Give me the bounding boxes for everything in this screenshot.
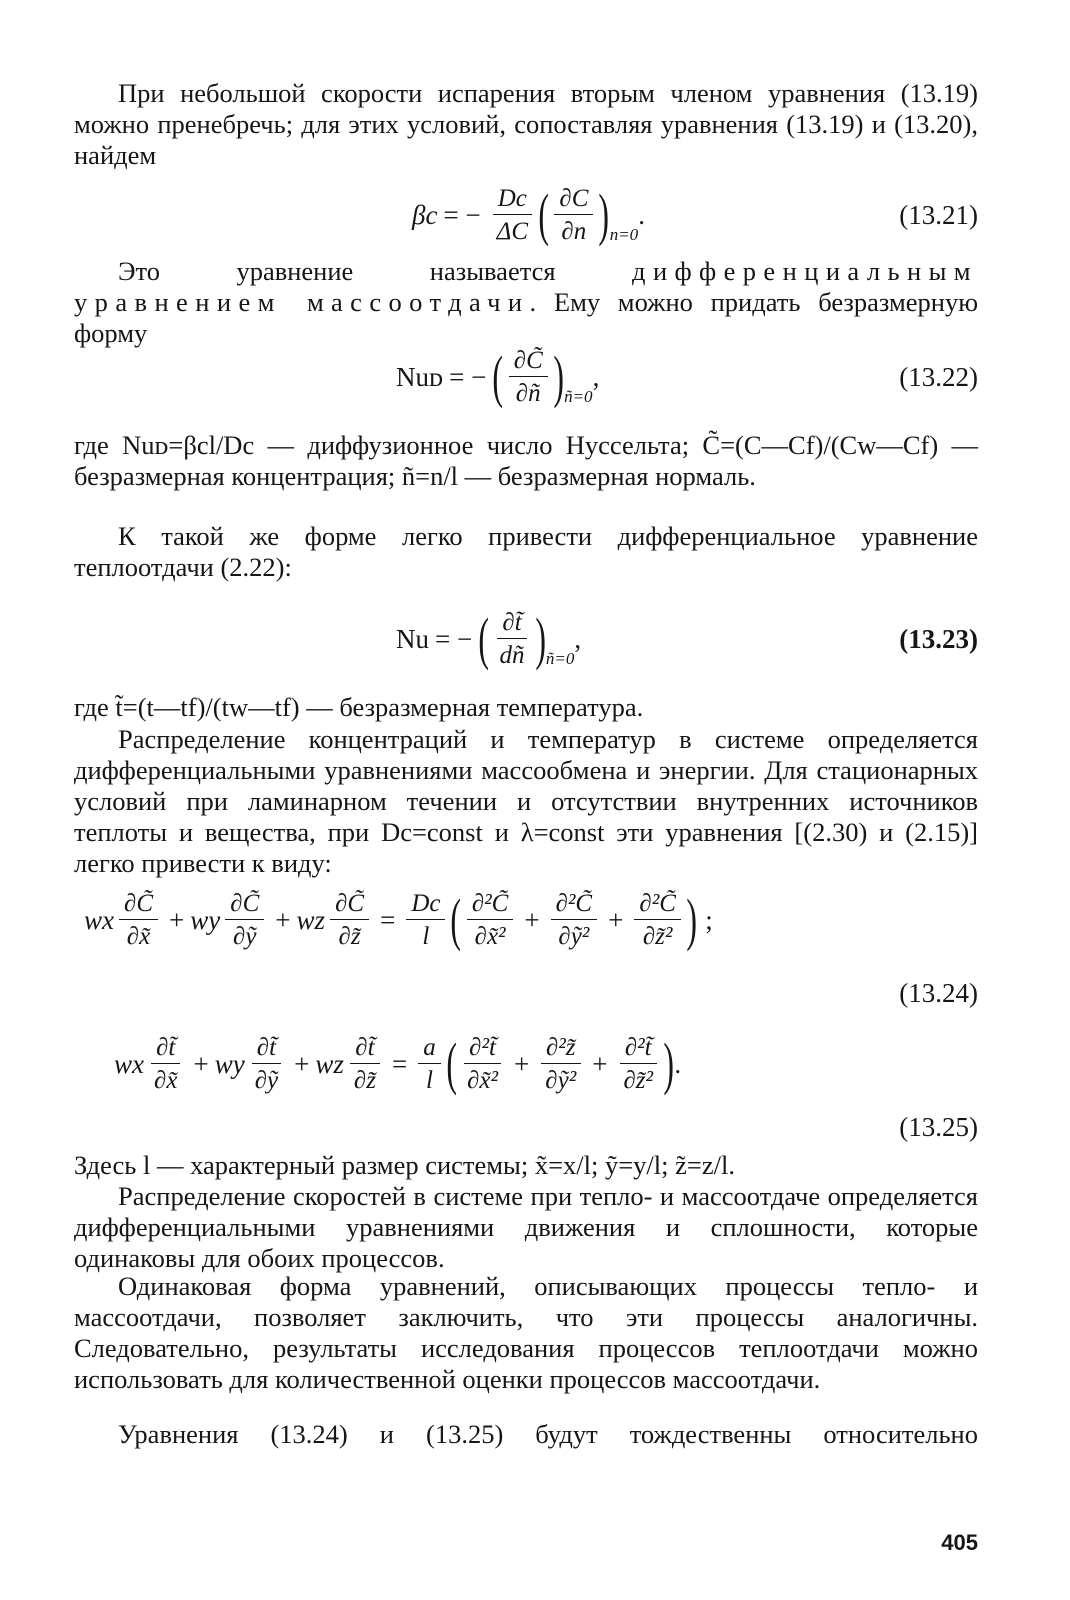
paragraph-text: Распределение концентраций и температур в системе определяется дифференциальными уравнениями массообмена и энергии. Для стационарных условий при ламинарном течении и отсутствии внутренних источников теплоты и вещества, при Dc=const и λ=const эти уравнения [(2.30) и (2.15)] легко привести к виду: bbox=[74, 724, 978, 878]
denominator: dñ bbox=[499, 642, 525, 669]
paragraph-text: Распределение скоростей в системе при тепло- и массоотдаче определяется дифференциальными уравнениями движения и сплошности, которые одинаковы для обоих процессов. bbox=[74, 1181, 978, 1273]
numerator: ∂t̃ bbox=[350, 1035, 379, 1064]
paragraph-text: При небольшой скорости испарения вторым членом уравнения (13.19) можно пренебречь; для этих условий, сопоставляя уравнения (13.19) и (13.20), найдем bbox=[74, 78, 978, 170]
numerator: ∂t̃ bbox=[252, 1035, 281, 1064]
fraction bbox=[349, 1035, 381, 1093]
equation-13-24 bbox=[84, 885, 978, 955]
numerator: a bbox=[418, 1035, 441, 1064]
numerator: ∂t̃ bbox=[497, 610, 526, 639]
paragraph-text: К такой же форме легко привести дифференциальное уравнение теплоотдачи (2.22): bbox=[74, 521, 978, 582]
paragraph-2 bbox=[74, 256, 978, 349]
equation-number: (13.23) bbox=[899, 623, 978, 654]
eq-sign: = − bbox=[449, 361, 487, 392]
eq-tail: , bbox=[574, 623, 582, 654]
numerator: ∂²C̃ bbox=[634, 891, 681, 920]
fraction bbox=[540, 1035, 581, 1093]
plus-sign: + bbox=[592, 1048, 608, 1079]
paragraph-text: Уравнения (13.24) и (13.25) будут тождественны относительно bbox=[118, 1419, 978, 1449]
denominator: ∂z̃² bbox=[642, 923, 673, 950]
fraction bbox=[554, 186, 593, 244]
denominator: ∂x̃² bbox=[467, 1067, 499, 1094]
equation-13-23 bbox=[74, 604, 978, 674]
fraction bbox=[418, 1035, 441, 1093]
plus-sign: + bbox=[294, 1048, 310, 1079]
denominator: ∂z̃ bbox=[353, 1067, 376, 1094]
equation-13-25 bbox=[114, 1029, 978, 1099]
equation-number-13-24: (13.24) bbox=[899, 978, 978, 1008]
paragraph-4 bbox=[74, 521, 978, 583]
velocity-x: wx bbox=[114, 1048, 144, 1079]
denominator: ∂ñ bbox=[515, 380, 541, 407]
denominator: ∂x̃ bbox=[126, 923, 151, 950]
fraction bbox=[618, 1035, 658, 1093]
paragraph-9 bbox=[74, 1271, 978, 1395]
numerator: ∂C̃ bbox=[119, 891, 158, 920]
bracket-open: ( bbox=[538, 182, 549, 247]
paragraph-10 bbox=[74, 1419, 978, 1450]
bracket-close: ) bbox=[553, 344, 564, 409]
bracket-open: ( bbox=[446, 1031, 457, 1096]
plus-sign: + bbox=[514, 1048, 530, 1079]
numerator: ∂t̃ bbox=[151, 1035, 180, 1064]
numerator: ∂²t̃ bbox=[620, 1035, 657, 1064]
paragraph-7 bbox=[74, 1150, 978, 1181]
eq-subscript: ñ=0 bbox=[564, 386, 593, 406]
page-number: 405 bbox=[941, 1530, 978, 1555]
formula bbox=[396, 604, 581, 674]
velocity-x: wx bbox=[84, 904, 114, 935]
fraction bbox=[634, 891, 681, 949]
paragraph-text: где t̃=(t—tf)/(tw—tf) — безразмерная температура. bbox=[74, 692, 644, 722]
numerator: ∂²t̃ bbox=[464, 1035, 501, 1064]
fraction bbox=[330, 891, 369, 949]
fraction bbox=[495, 610, 530, 668]
formula bbox=[84, 885, 713, 955]
eq-lhs: Nu bbox=[396, 623, 429, 654]
eq-lhs: Nuᴅ bbox=[396, 361, 444, 392]
eq-tail: . bbox=[674, 1048, 682, 1079]
denominator: ∂ỹ² bbox=[558, 923, 590, 950]
text-run: Это уравнение называется bbox=[118, 256, 633, 286]
bracket-close: ) bbox=[534, 606, 546, 671]
fraction bbox=[462, 1035, 503, 1093]
equation-number: (13.21) bbox=[899, 199, 978, 230]
denominator: ∂x̃² bbox=[474, 923, 506, 950]
numerator: Dc bbox=[493, 186, 532, 215]
text-run: . Ему можно придать безразмерную форму bbox=[74, 287, 978, 348]
paragraph-text bbox=[74, 256, 978, 349]
velocity-z: wz bbox=[296, 904, 326, 935]
denominator: ΔC bbox=[496, 218, 529, 245]
fraction bbox=[509, 348, 548, 406]
bracket-open: ( bbox=[478, 606, 490, 671]
plus-sign: + bbox=[169, 904, 185, 935]
paragraph-text: Здесь l — характерный размер системы; x̃=x/l; ỹ=y/l; z̃=z/l. bbox=[74, 1150, 735, 1180]
bracket-close: ) bbox=[663, 1031, 674, 1096]
paragraph-8 bbox=[74, 1181, 978, 1274]
eq-sign: = − bbox=[443, 199, 481, 230]
bracket-close: ) bbox=[686, 887, 697, 952]
fraction bbox=[467, 891, 514, 949]
fraction bbox=[225, 891, 264, 949]
spaced-term: дифференциальным уравнением массоотдачи bbox=[74, 256, 978, 317]
denominator: ∂n bbox=[561, 218, 587, 245]
bracket-close: ) bbox=[598, 182, 610, 247]
numerator: ∂C bbox=[554, 186, 593, 215]
numerator: ∂²C̃ bbox=[467, 891, 514, 920]
paragraph-text: где Nuᴅ=βcl/Dc — диффузионное число Нуссельта; C̃=(C—Cf)/(Cw—Cf) — безразмерная концентрация; ñ=n/l — безразмерная нормаль. bbox=[74, 430, 978, 491]
formula bbox=[396, 342, 599, 412]
paragraph-text: Одинаковая форма уравнений, описывающих процессы тепло- и массоотдачи, позволяет заключить, что эти процессы аналогичны. Следовательно, результаты исследования процессов теплоотдачи можно использовать для количественной оценки процессов массоотдачи. bbox=[74, 1271, 978, 1394]
equation-number-13-25: (13.25) bbox=[899, 1112, 978, 1142]
equation-13-22 bbox=[74, 342, 978, 412]
numerator: ∂²C̃ bbox=[551, 891, 598, 920]
paragraph-1 bbox=[74, 78, 978, 171]
fraction bbox=[149, 1035, 182, 1093]
equals-sign: = bbox=[392, 1048, 408, 1079]
plus-sign: + bbox=[275, 904, 291, 935]
fraction bbox=[492, 186, 533, 244]
plus-sign: + bbox=[193, 1048, 209, 1079]
numerator: ∂C̃ bbox=[509, 348, 548, 377]
numerator: ∂C̃ bbox=[330, 891, 369, 920]
fraction bbox=[551, 891, 598, 949]
formula bbox=[412, 180, 645, 250]
velocity-y: wy bbox=[190, 904, 221, 935]
denominator: ∂ỹ bbox=[254, 1067, 279, 1094]
formula bbox=[114, 1029, 681, 1099]
eq-tail: , bbox=[592, 361, 600, 392]
paragraph-6 bbox=[74, 724, 978, 879]
equation-13-21 bbox=[74, 180, 978, 250]
eq-tail: ; bbox=[705, 904, 713, 935]
denominator: ∂z̃ bbox=[338, 923, 361, 950]
eq-lhs: βc bbox=[412, 199, 438, 230]
paragraph-5 bbox=[74, 692, 978, 723]
velocity-z: wz bbox=[315, 1048, 344, 1079]
denominator: ∂ỹ bbox=[233, 923, 257, 950]
plus-sign: + bbox=[524, 904, 540, 935]
fraction bbox=[250, 1035, 283, 1093]
paragraph-3 bbox=[74, 430, 978, 492]
fraction bbox=[406, 891, 445, 949]
eq-subscript: n=0 bbox=[609, 224, 639, 244]
plus-sign: + bbox=[608, 904, 624, 935]
denominator: ∂ỹ² bbox=[545, 1067, 577, 1094]
eq-subscript: ñ=0 bbox=[545, 648, 575, 668]
bracket-open: ( bbox=[450, 887, 462, 952]
numerator: ∂²z̃ bbox=[541, 1035, 581, 1064]
velocity-y: wy bbox=[214, 1048, 245, 1079]
equation-number: (13.22) bbox=[899, 361, 978, 392]
denominator: ∂x̃ bbox=[154, 1067, 178, 1094]
equals-sign: = bbox=[380, 904, 396, 935]
eq-sign: = − bbox=[435, 623, 473, 654]
denominator: l bbox=[426, 1067, 433, 1094]
eq-tail: . bbox=[638, 199, 645, 230]
denominator: ∂z̃² bbox=[623, 1067, 654, 1094]
denominator: l bbox=[422, 923, 430, 950]
numerator: Dc bbox=[406, 891, 445, 920]
bracket-open: ( bbox=[492, 344, 504, 409]
fraction bbox=[119, 891, 158, 949]
numerator: ∂C̃ bbox=[225, 891, 264, 920]
